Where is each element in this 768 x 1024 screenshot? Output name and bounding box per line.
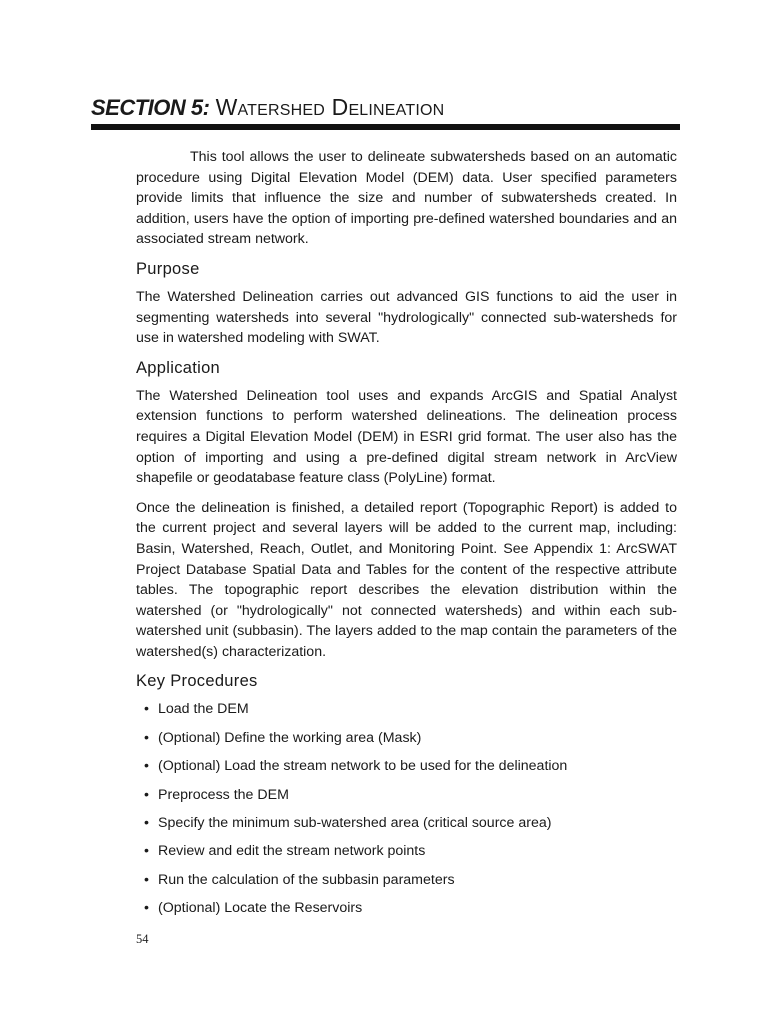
application-paragraph-1: The Watershed Delineation tool uses and expands ArcGIS and Spatial Analyst extension functions to perform watershed delineations. The delineation process requires a Digital Elevation Model (DEM) in ESRI grid format. The user also has the option of importing and using a pre-defined digital stream network in ArcView shapefile or geodatabase feature class (PolyLine) format. — [136, 387, 677, 487]
intro-paragraph: This tool allows the user to delineate subwatersheds based on an automatic procedure using Digital Elevation Model (DEM) data. User specified parameters provide limits that influence the size and number of subwatersheds created. In addition, users have the option of importing pre-defined watershed boundaries and an associated stream network. — [136, 149, 677, 248]
section-title-text: Watershed Delineation — [215, 94, 445, 120]
bullet-icon: • — [144, 815, 149, 832]
section-title — [91, 92, 444, 123]
list-item-text: Review and edit the stream network points — [158, 843, 426, 860]
list-item — [136, 813, 677, 833]
purpose-heading: Purpose — [136, 259, 200, 278]
bullet-icon: • — [144, 701, 149, 718]
list-item-text: Specify the minimum sub-watershed area (critical source area) — [158, 815, 552, 832]
page-body — [136, 147, 677, 927]
application-heading: Application — [136, 358, 221, 377]
bullet-icon: • — [144, 786, 149, 803]
list-item-text: Load the DEM — [158, 701, 249, 718]
list-item-text: (Optional) Locate the Reservoirs — [158, 900, 363, 917]
key-procedures-list — [136, 699, 677, 918]
title-rule-divider — [91, 124, 680, 130]
application-paragraph-2: Once the delineation is finished, a detailed report (Topographic Report) is added to the current project and several layers will be added to the current map, including: Basin, Watershed, Reach, Outlet, and Monitoring Point. See Appendix 1: ArcSWAT Project Database Spatial Data and Tables for the content of the respective attribute tables. The topographic report describes the elevation distribution within the watershed (or "hydrologically" not connected watersheds) and within each sub-watershed unit (subbasin). The layers added to the map contain the parameters of the watershed(s) characterization. — [136, 499, 677, 660]
list-item-text: Preprocess the DEM — [158, 786, 289, 803]
bullet-icon: • — [144, 871, 149, 888]
list-item-text: (Optional) Define the working area (Mask) — [158, 729, 422, 746]
list-item-text: Run the calculation of the subbasin parameters — [158, 871, 455, 888]
list-item — [136, 756, 677, 776]
purpose-paragraph: The Watershed Delineation carries out advanced GIS functions to aid the user in segmenting watersheds into several "hydrologically" connected sub-watersheds for use in watershed modeling with SWAT. — [136, 288, 677, 347]
section-number-label: SECTION 5: — [91, 95, 210, 120]
list-item — [136, 870, 677, 890]
list-item-text: (Optional) Load the stream network to be used for the delineation — [158, 758, 568, 775]
list-item — [136, 898, 677, 918]
key-procedures-heading: Key Procedures — [136, 672, 258, 691]
list-item — [136, 841, 677, 861]
list-item — [136, 785, 677, 805]
bullet-icon: • — [144, 758, 149, 775]
list-item — [136, 699, 677, 719]
page-number: 54 — [136, 932, 149, 946]
bullet-icon: • — [144, 900, 149, 917]
bullet-icon: • — [144, 729, 149, 746]
list-item — [136, 728, 677, 748]
bullet-icon: • — [144, 843, 149, 860]
